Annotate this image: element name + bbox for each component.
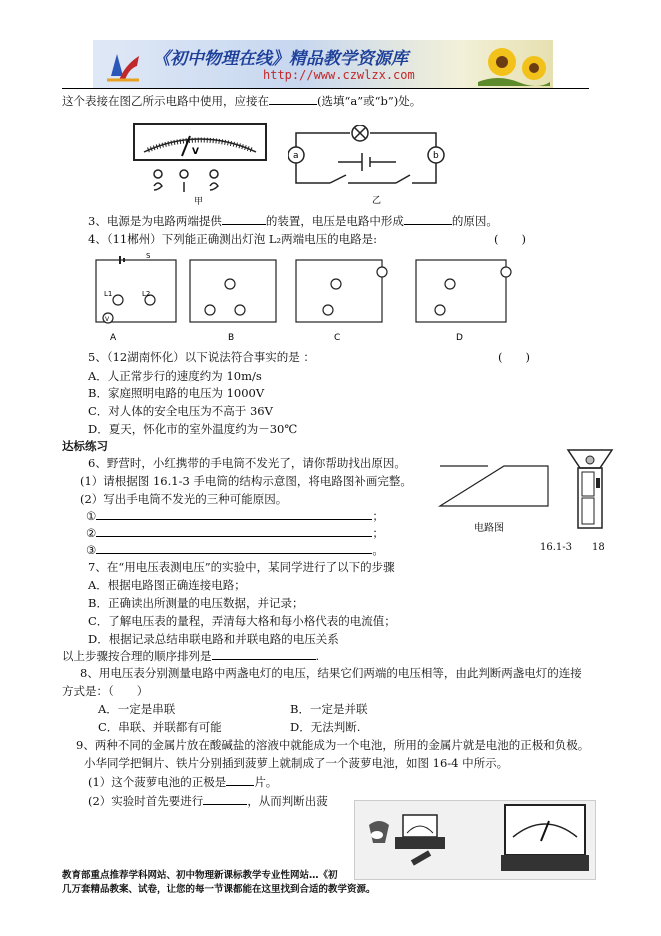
q7-step-a: A．根据电路图正确连接电路；	[88, 578, 246, 592]
voltmeter-figure	[132, 122, 270, 206]
q5-option-d: D．夏天，怀化市的室外温度约为－30℃	[88, 422, 298, 436]
flashlight-icon	[566, 448, 614, 536]
fig-18-label: 18	[592, 542, 605, 553]
q4-circuits	[90, 252, 530, 344]
q7-step-b: B．正确读出所测量的电压数据，并记录；	[88, 596, 304, 610]
svg-text:B: B	[228, 333, 235, 343]
question-6: 6、野营时，小红携带的手电筒不发光了，请你帮助找出原因。	[88, 456, 406, 470]
svg-text:D: D	[456, 333, 463, 343]
question-4-paren: ( )	[494, 232, 526, 246]
banner-url[interactable]: http://www.czwlzx.com	[263, 68, 415, 82]
section-heading: 达标练习	[62, 439, 108, 453]
question-9-b: 小华同学把铜片、铁片分别插到菠萝上就制成了一个菠萝电池，如图 16-4 中所示。	[84, 756, 509, 770]
header-banner	[93, 40, 553, 88]
question-8: 8、用电压表分别测量电路中两盏电灯的电压，结果它们两端的电压相等，由此判断两盏电灯的连接	[80, 666, 582, 680]
question-8-b: 方式是：（ ）	[62, 684, 149, 698]
q5-option-c: C．对人体的安全电压为不高于 36V	[88, 404, 273, 418]
q7-order: 以上步骤按合理的顺序排列是 .	[62, 649, 320, 663]
answer-line-2: ② ；	[86, 526, 384, 540]
question-4: 4、（11郴州）下列能正确测出灯泡 L₂两端电压的电路是:	[88, 232, 377, 246]
svg-text:L2: L2	[142, 290, 151, 298]
question-6-1: (1）请根据图 16.1-3 手电筒的结构示意图，将电路图补画完整。	[80, 474, 412, 488]
question-2-text: 这个表接在图乙所示电路中使用，应接在 (选填“a”或“b”)处。	[62, 94, 422, 108]
q7-step-c: C．了解电压表的量程，弄清每大格和每小格代表的电流值；	[88, 614, 396, 628]
circuit-yi-figure	[288, 125, 448, 205]
label-yi: 乙	[372, 196, 382, 205]
question-3: 3、电源是为电路两端提供 的装置，电压是电路中形成 的原因。	[88, 214, 498, 228]
fig-16-1-3-label: 16.1-3	[540, 542, 573, 553]
svg-text:V: V	[192, 147, 199, 157]
logo-icon	[103, 46, 143, 84]
answer-line-1: ① ；	[86, 509, 384, 523]
q5-option-b: B．家庭照明电路的电压为 1000V	[88, 386, 265, 400]
question-6-2: (2）写出手电筒不发光的三种可能原因。	[80, 492, 288, 506]
question-9-1: (1）这个菠萝电池的正极是 片。	[88, 775, 278, 789]
banner-title: 《初中物理在线》精品教学资源库	[153, 49, 408, 69]
q8-option-a: A．一定是串联	[98, 702, 176, 716]
footer-line-1: 教育部重点推荐学科网站、初中物理新课标教学专业性网站…《初	[62, 870, 338, 881]
svg-text:S: S	[146, 252, 151, 260]
question-5: 5、（12湖南怀化）以下说法符合事实的是 ：	[88, 350, 315, 364]
q8-option-d: D．无法判断.	[290, 720, 361, 734]
svg-text:C: C	[334, 333, 341, 343]
q7-step-d: D．根据记录总结串联电路和并联电路的电压关系	[88, 632, 339, 646]
question-9: 9、两种不同的金属片放在酸碱盐的溶液中就能成为一个电池，所用的金属片就是电池的正极和负极。	[76, 738, 590, 752]
pineapple-battery-photo	[354, 800, 596, 880]
label-jia: 甲	[194, 197, 204, 206]
q5-option-a: A．人正常步行的速度约为 10m/s	[88, 369, 262, 383]
q8-option-b: B．一定是并联	[290, 702, 368, 716]
question-9-2: (2）实验时首先要进行 ，从而判断出菠	[88, 794, 328, 808]
svg-text:A: A	[110, 333, 117, 343]
answer-line-3: ③ 。	[86, 543, 384, 557]
header-rule	[62, 88, 589, 89]
svg-text:L1: L1	[104, 290, 113, 298]
footer-line-2: 几万套精品教案、试卷，让您的每一节课都能在这里找到合适的教学资源。	[62, 884, 376, 895]
svg-text:b: b	[433, 151, 439, 161]
svg-text:a: a	[293, 151, 299, 161]
question-5-paren: ( )	[498, 350, 530, 364]
svg-text:V: V	[105, 316, 110, 323]
question-7: 7、在“用电压表测电压”的实验中，某同学进行了以下的步骤	[88, 560, 395, 574]
svg-text:电路图: 电路图	[474, 523, 504, 534]
q8-option-c: C．串联、并联都有可能	[98, 720, 222, 734]
sunflower-icon	[478, 42, 550, 86]
q6-circuit-figure	[436, 458, 552, 536]
